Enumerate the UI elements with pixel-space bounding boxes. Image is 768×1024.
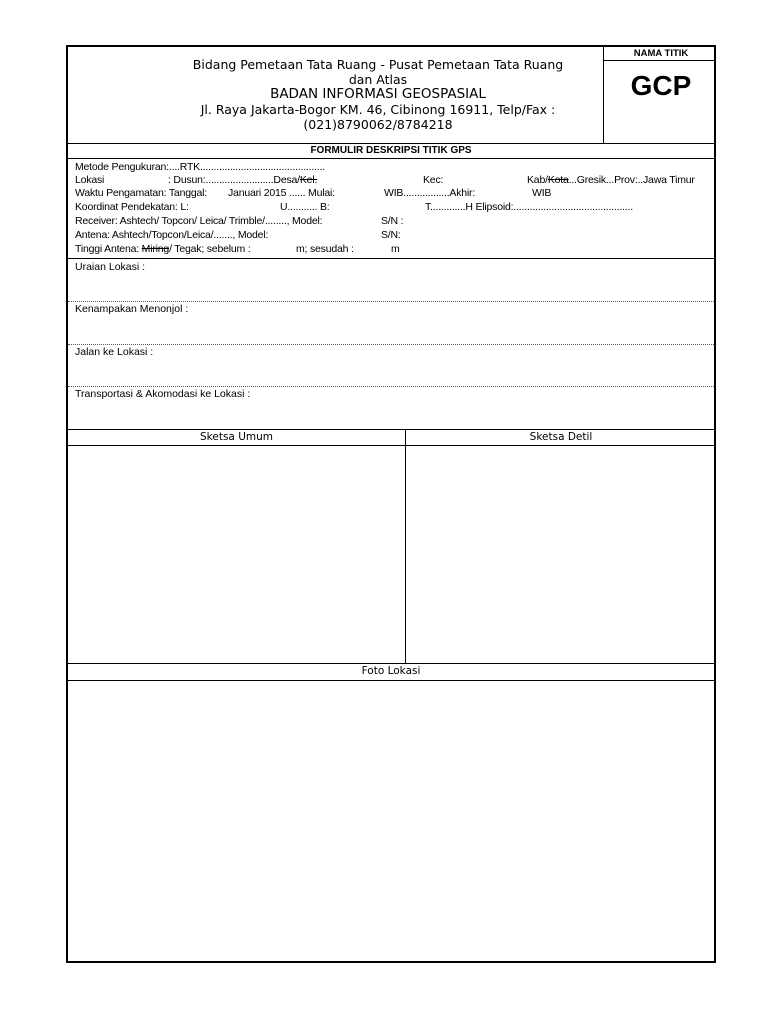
sketsa-detil-title: Sketsa Detil: [529, 431, 593, 443]
row-tinggi-m: m: [391, 243, 400, 255]
row-waktu-mulai: Januari 2015 ...... Mulai:: [228, 187, 335, 199]
row-tinggi-sesudah: m; sesudah :: [296, 243, 354, 255]
row-lokasi-kab: Kab/Kota...Gresik...Prov:..Jawa Timur: [527, 174, 695, 186]
header-line2: dan Atlas: [348, 72, 408, 87]
foto-lokasi-title: Foto Lokasi: [361, 665, 421, 677]
sketsa-umum-title: Sketsa Umum: [200, 431, 273, 443]
row-lokasi-label: Lokasi: [75, 174, 105, 186]
row-antena-sn: S/N:: [381, 229, 401, 241]
point-name: GCP: [630, 70, 692, 101]
address: Jl. Raya Jakarta-Bogor KM. 46, Cibinong 16911, Telp/Fax :: [200, 102, 556, 117]
row-waktu-wib: WIB: [532, 187, 552, 199]
row-lokasi-kec: Kec:: [423, 174, 444, 186]
sketsa-umum-area: [68, 446, 405, 663]
row-metode: Metode Pengukuran:....RTK..............................................: [75, 161, 325, 173]
header-line1: Bidang Pemetaan Tata Ruang - Pusat Pemetaan Tata Ruang: [192, 57, 564, 72]
divider: [68, 258, 714, 259]
dotted-divider: [68, 301, 714, 302]
row-lokasi-dusun: : Dusun:.........................Desa/Kel.: [168, 174, 318, 186]
nama-titik-label: NAMA TITIK: [633, 48, 689, 59]
row-koordinat-elipsoid: T.............H Elipsoid:............................................: [425, 201, 633, 213]
header-divider: [603, 47, 604, 143]
header-block: [148, 57, 608, 132]
kenampakan-label: Kenampakan Menonjol :: [75, 303, 189, 315]
row-antena: Antena: Ashtech/Topcon/Leica/......., Model:: [75, 229, 269, 241]
row-receiver-sn: S/N :: [381, 215, 404, 227]
row-waktu-akhir: WIB.................Akhir:: [384, 187, 476, 199]
divider: [68, 158, 714, 159]
row-tinggi: Tinggi Antena: Miring/ Tegak; sebelum :: [75, 243, 251, 255]
row-receiver: Receiver: Ashtech/ Topcon/ Leica/ Trimble/........, Model:: [75, 215, 323, 227]
nama-titik-divider: [603, 60, 716, 61]
sketsa-detil-area: [406, 446, 716, 663]
row-koordinat-label: Koordinat Pendekatan: L:: [75, 201, 189, 213]
row-koordinat-b: U........... B:: [280, 201, 330, 213]
uraian-lokasi-label: Uraian Lokasi :: [75, 261, 146, 273]
dotted-divider: [68, 344, 714, 345]
foto-lokasi-area: [68, 681, 714, 961]
form-title: FORMULIR DESKRIPSI TITIK GPS: [310, 145, 472, 156]
jalan-ke-lokasi-label: Jalan ke Lokasi :: [75, 346, 154, 358]
transportasi-label: Transportasi & Akomodasi ke Lokasi :: [75, 388, 251, 400]
row-waktu-label: Waktu Pengamatan: Tanggal:: [75, 187, 207, 199]
dotted-divider: [68, 386, 714, 387]
gps-description-form: [66, 45, 716, 963]
agency-name: BADAN INFORMASI GEOSPASIAL: [270, 86, 486, 102]
phone: (021)8790062/8784218: [303, 117, 453, 132]
